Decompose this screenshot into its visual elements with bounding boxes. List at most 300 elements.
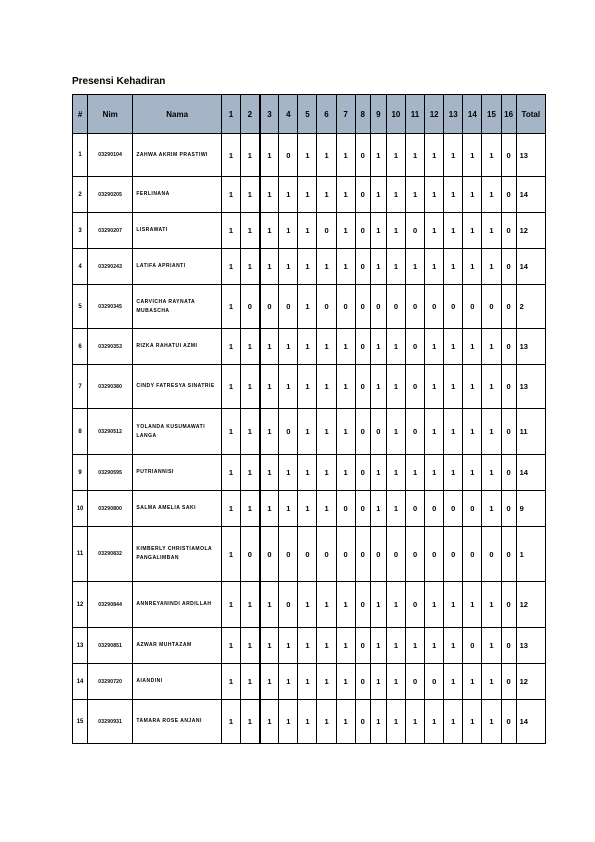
attendance-cell: 0 [317,527,336,582]
attendance-cell: 0 [355,285,370,329]
attendance-cell: 1 [298,177,317,213]
attendance-cell: 1 [336,700,355,744]
attendance-cell: 1 [317,491,336,527]
attendance-cell: 1 [425,365,444,409]
attendance-cell: 0 [260,527,279,582]
nim-cell: 03290205 [88,177,133,213]
attendance-cell: 0 [405,285,424,329]
page-title: Presensi Kehadiran [72,76,166,87]
table-row [73,409,546,455]
table-row [73,628,546,664]
attendance-cell: 1 [260,628,279,664]
attendance-cell: 0 [444,527,463,582]
attendance-cell: 1 [370,249,386,285]
attendance-cell: 0 [355,700,370,744]
attendance-cell: 0 [279,285,298,329]
nim-cell: 03290104 [88,134,133,177]
column-header-14: 14 [463,95,482,134]
attendance-cell: 0 [336,491,355,527]
attendance-cell: 1 [370,491,386,527]
name-cell: RIZKA RAHATUI AZMI [133,329,222,365]
attendance-cell: 1 [241,491,260,527]
attendance-cell: 1 [221,249,240,285]
attendance-cell: 1 [463,582,482,628]
attendance-cell: 0 [241,527,260,582]
attendance-cell: 1 [482,455,501,491]
nim-cell: 03290243 [88,249,133,285]
attendance-cell: 1 [386,582,405,628]
attendance-cell: 1 [482,134,501,177]
attendance-cell: 1 [463,409,482,455]
nim-cell: 03290851 [88,628,133,664]
attendance-cell: 0 [279,527,298,582]
attendance-cell: 0 [355,491,370,527]
attendance-cell: 0 [370,527,386,582]
attendance-cell: 0 [355,177,370,213]
attendance-cell: 1 [336,365,355,409]
attendance-cell: 0 [501,249,516,285]
attendance-cell: 1 [241,213,260,249]
table-row [73,527,546,582]
attendance-cell: 1 [221,177,240,213]
table-row [73,455,546,491]
attendance-cell: 0 [425,527,444,582]
attendance-cell: 1 [221,329,240,365]
attendance-cell: 1 [298,628,317,664]
column-header-10: 10 [386,95,405,134]
attendance-cell: 1 [298,455,317,491]
column-header-1: 1 [221,95,240,134]
attendance-cell: 0 [405,409,424,455]
attendance-cell: 1 [444,664,463,700]
name-cell: KIMBERLY CHRISTIAMOLA PANGALIMBAN [133,527,222,582]
attendance-cell: 1 [298,700,317,744]
column-header-7: 7 [336,95,355,134]
attendance-cell: 1 [298,285,317,329]
table-row [73,213,546,249]
attendance-cell: 1 [260,134,279,177]
attendance-cell: 0 [405,582,424,628]
attendance-cell: 0 [501,700,516,744]
row-number-cell: 15 [73,700,88,744]
attendance-cell: 1 [386,491,405,527]
attendance-cell: 1 [279,491,298,527]
name-cell: YOLANDA KUSUMAWATI LANGA [133,409,222,455]
attendance-cell: 0 [260,285,279,329]
attendance-cell: 1 [336,455,355,491]
attendance-cell: 0 [355,365,370,409]
nim-cell: 03290595 [88,455,133,491]
name-cell: CARVICHA RAYNATA MUBASCHA [133,285,222,329]
attendance-cell: 1 [298,213,317,249]
attendance-cell: 1 [463,700,482,744]
attendance-cell: 1 [241,365,260,409]
attendance-cell: 1 [405,628,424,664]
table-row [73,134,546,177]
attendance-cell: 1 [298,249,317,285]
attendance-cell: 1 [444,700,463,744]
attendance-cell: 1 [279,177,298,213]
row-number-cell: 3 [73,213,88,249]
attendance-cell: 1 [298,664,317,700]
attendance-cell: 1 [241,249,260,285]
attendance-cell: 1 [279,365,298,409]
total-cell: 2 [516,285,545,329]
attendance-cell: 1 [405,455,424,491]
row-number-cell: 10 [73,491,88,527]
attendance-cell: 1 [260,491,279,527]
attendance-cell: 1 [260,177,279,213]
attendance-cell: 0 [425,285,444,329]
table-row [73,491,546,527]
name-cell: LISRAWATI [133,213,222,249]
attendance-cell: 1 [260,700,279,744]
attendance-cell: 1 [370,628,386,664]
nim-cell: 03290844 [88,582,133,628]
attendance-cell: 1 [425,249,444,285]
attendance-cell: 1 [370,455,386,491]
attendance-cell: 0 [355,329,370,365]
attendance-cell: 0 [405,491,424,527]
attendance-cell: 1 [444,329,463,365]
column-header-6: 6 [317,95,336,134]
attendance-cell: 1 [425,409,444,455]
attendance-cell: 1 [463,664,482,700]
attendance-cell: 1 [241,664,260,700]
attendance-cell: 1 [444,213,463,249]
attendance-cell: 1 [463,329,482,365]
attendance-cell: 0 [501,365,516,409]
name-cell: ZAHWA AKRIM PRASTIWI [133,134,222,177]
nim-cell: 03290345 [88,285,133,329]
attendance-cell: 1 [221,365,240,409]
table-row [73,700,546,744]
attendance-cell: 1 [463,213,482,249]
column-header-number: # [73,95,88,134]
attendance-cell: 0 [405,213,424,249]
attendance-cell: 1 [260,329,279,365]
total-cell: 14 [516,177,545,213]
total-cell: 1 [516,527,545,582]
table-row [73,249,546,285]
attendance-cell: 1 [221,664,240,700]
column-header-nim: Nim [88,95,133,134]
attendance-cell: 1 [386,213,405,249]
attendance-cell: 0 [405,527,424,582]
attendance-cell: 1 [221,213,240,249]
attendance-cell: 1 [386,134,405,177]
row-number-cell: 13 [73,628,88,664]
attendance-cell: 0 [501,177,516,213]
attendance-cell: 1 [370,329,386,365]
attendance-cell: 1 [425,455,444,491]
attendance-cell: 0 [279,134,298,177]
attendance-cell: 1 [444,177,463,213]
row-number-cell: 14 [73,664,88,700]
attendance-cell: 1 [336,409,355,455]
attendance-cell: 0 [355,213,370,249]
column-header-nama: Nama [133,95,222,134]
row-number-cell: 5 [73,285,88,329]
attendance-cell: 1 [260,664,279,700]
attendance-cell: 1 [463,365,482,409]
attendance-cell: 1 [241,134,260,177]
attendance-cell: 1 [463,249,482,285]
attendance-cell: 0 [386,527,405,582]
attendance-cell: 0 [463,628,482,664]
attendance-cell: 0 [501,582,516,628]
attendance-cell: 1 [386,455,405,491]
attendance-cell: 0 [501,455,516,491]
attendance-cell: 1 [482,700,501,744]
attendance-cell: 1 [279,213,298,249]
attendance-cell: 1 [336,582,355,628]
attendance-cell: 0 [355,134,370,177]
attendance-cell: 0 [336,285,355,329]
row-number-cell: 1 [73,134,88,177]
attendance-cell: 1 [444,249,463,285]
column-header-13: 13 [444,95,463,134]
attendance-cell: 1 [298,409,317,455]
column-header-11: 11 [405,95,424,134]
attendance-cell: 1 [279,700,298,744]
attendance-cell: 1 [241,582,260,628]
attendance-cell: 0 [355,582,370,628]
name-cell: CINDY FATRESYA SINATRIE [133,365,222,409]
attendance-cell: 1 [241,329,260,365]
attendance-cell: 1 [370,365,386,409]
attendance-cell: 0 [501,491,516,527]
attendance-cell: 0 [241,285,260,329]
attendance-cell: 1 [260,249,279,285]
attendance-cell: 1 [386,365,405,409]
column-header-9: 9 [370,95,386,134]
attendance-cell: 1 [241,455,260,491]
attendance-cell: 1 [221,628,240,664]
name-cell: PUTRIANNISI [133,455,222,491]
row-number-cell: 12 [73,582,88,628]
name-cell: SALMA AMELIA SAKI [133,491,222,527]
attendance-cell: 1 [405,134,424,177]
attendance-table [72,94,546,744]
name-cell: AIANDINI [133,664,222,700]
total-cell: 9 [516,491,545,527]
nim-cell: 03290380 [88,365,133,409]
table-row [73,664,546,700]
table-row [73,365,546,409]
attendance-cell: 1 [463,455,482,491]
attendance-cell: 0 [463,527,482,582]
attendance-cell: 1 [482,365,501,409]
attendance-cell: 1 [444,628,463,664]
nim-cell: 03290512 [88,409,133,455]
attendance-cell: 1 [386,628,405,664]
name-cell: FERLINANA [133,177,222,213]
attendance-cell: 1 [317,329,336,365]
attendance-cell: 1 [444,455,463,491]
attendance-cell: 1 [221,285,240,329]
nim-cell: 03290832 [88,527,133,582]
row-number-cell: 6 [73,329,88,365]
attendance-cell: 0 [463,491,482,527]
attendance-cell: 1 [370,664,386,700]
name-cell: ANNREYANINDI ARDILLAH [133,582,222,628]
attendance-cell: 1 [482,628,501,664]
attendance-cell: 0 [405,329,424,365]
attendance-cell: 1 [221,491,240,527]
attendance-cell: 1 [241,700,260,744]
attendance-cell: 1 [317,628,336,664]
column-header-12: 12 [425,95,444,134]
attendance-cell: 1 [425,213,444,249]
attendance-cell: 1 [279,249,298,285]
nim-cell: 03290720 [88,664,133,700]
attendance-cell: 1 [279,455,298,491]
attendance-cell: 1 [317,134,336,177]
attendance-cell: 0 [317,285,336,329]
attendance-cell: 1 [482,409,501,455]
attendance-cell: 0 [298,527,317,582]
attendance-cell: 0 [336,527,355,582]
attendance-cell: 1 [221,455,240,491]
attendance-cell: 0 [444,285,463,329]
attendance-cell: 1 [241,628,260,664]
total-cell: 14 [516,249,545,285]
attendance-cell: 1 [260,582,279,628]
attendance-cell: 0 [501,409,516,455]
attendance-cell: 1 [221,700,240,744]
attendance-cell: 1 [370,134,386,177]
attendance-cell: 1 [444,582,463,628]
attendance-cell: 1 [444,365,463,409]
attendance-cell: 1 [298,582,317,628]
attendance-cell: 1 [370,213,386,249]
attendance-cell: 1 [425,628,444,664]
attendance-cell: 1 [386,177,405,213]
attendance-cell: 1 [336,664,355,700]
attendance-cell: 1 [425,700,444,744]
attendance-cell: 1 [386,249,405,285]
attendance-cell: 1 [260,409,279,455]
attendance-cell: 1 [336,249,355,285]
attendance-cell: 1 [336,213,355,249]
attendance-cell: 0 [501,527,516,582]
attendance-cell: 1 [279,628,298,664]
attendance-cell: 1 [317,582,336,628]
row-number-cell: 11 [73,527,88,582]
attendance-cell: 0 [501,213,516,249]
attendance-cell: 1 [317,664,336,700]
attendance-cell: 1 [482,664,501,700]
total-cell: 13 [516,329,545,365]
total-cell: 13 [516,628,545,664]
column-header-15: 15 [482,95,501,134]
attendance-cell: 0 [501,628,516,664]
row-number-cell: 7 [73,365,88,409]
attendance-cell: 1 [370,700,386,744]
attendance-cell: 1 [482,177,501,213]
attendance-cell: 0 [370,285,386,329]
attendance-cell: 0 [425,491,444,527]
attendance-cell: 0 [501,664,516,700]
attendance-cell: 1 [386,409,405,455]
attendance-cell: 1 [463,177,482,213]
attendance-cell: 1 [425,582,444,628]
nim-cell: 03290800 [88,491,133,527]
attendance-cell: 0 [355,664,370,700]
attendance-cell: 1 [241,177,260,213]
attendance-cell: 1 [482,582,501,628]
attendance-cell: 1 [260,213,279,249]
attendance-cell: 1 [336,134,355,177]
total-cell: 13 [516,134,545,177]
attendance-cell: 1 [425,177,444,213]
nim-cell: 03290931 [88,700,133,744]
attendance-cell: 1 [279,664,298,700]
attendance-cell: 0 [355,249,370,285]
column-header-5: 5 [298,95,317,134]
total-cell: 12 [516,664,545,700]
attendance-cell: 1 [317,700,336,744]
total-cell: 12 [516,582,545,628]
column-header-2: 2 [241,95,260,134]
column-header-8: 8 [355,95,370,134]
attendance-cell: 0 [425,664,444,700]
attendance-cell: 1 [386,664,405,700]
attendance-cell: 1 [298,365,317,409]
row-number-cell: 2 [73,177,88,213]
attendance-cell: 0 [355,527,370,582]
attendance-cell: 0 [370,409,386,455]
total-cell: 14 [516,455,545,491]
name-cell: TAMARA ROSE ANJANI [133,700,222,744]
name-cell: AZWAR MUHTAZAM [133,628,222,664]
attendance-cell: 0 [279,582,298,628]
attendance-cell: 1 [425,134,444,177]
attendance-cell: 1 [336,329,355,365]
attendance-cell: 1 [317,365,336,409]
attendance-cell: 1 [336,628,355,664]
attendance-cell: 1 [405,249,424,285]
table-header-row [73,95,546,134]
row-number-cell: 4 [73,249,88,285]
row-number-cell: 9 [73,455,88,491]
attendance-cell: 1 [482,249,501,285]
attendance-cell: 1 [317,409,336,455]
attendance-cell: 1 [298,134,317,177]
nim-cell: 03290207 [88,213,133,249]
attendance-cell: 1 [317,249,336,285]
attendance-cell: 1 [444,134,463,177]
column-header-total: Total [516,95,545,134]
attendance-cell: 1 [482,491,501,527]
attendance-cell: 0 [405,664,424,700]
attendance-cell: 1 [260,455,279,491]
attendance-cell: 0 [501,329,516,365]
row-number-cell: 8 [73,409,88,455]
attendance-cell: 1 [370,177,386,213]
attendance-cell: 1 [463,134,482,177]
attendance-cell: 1 [317,455,336,491]
attendance-cell: 1 [482,329,501,365]
attendance-cell: 0 [482,527,501,582]
attendance-cell: 0 [463,285,482,329]
total-cell: 12 [516,213,545,249]
attendance-cell: 1 [260,365,279,409]
attendance-cell: 0 [355,628,370,664]
column-header-4: 4 [279,95,298,134]
table-row [73,177,546,213]
